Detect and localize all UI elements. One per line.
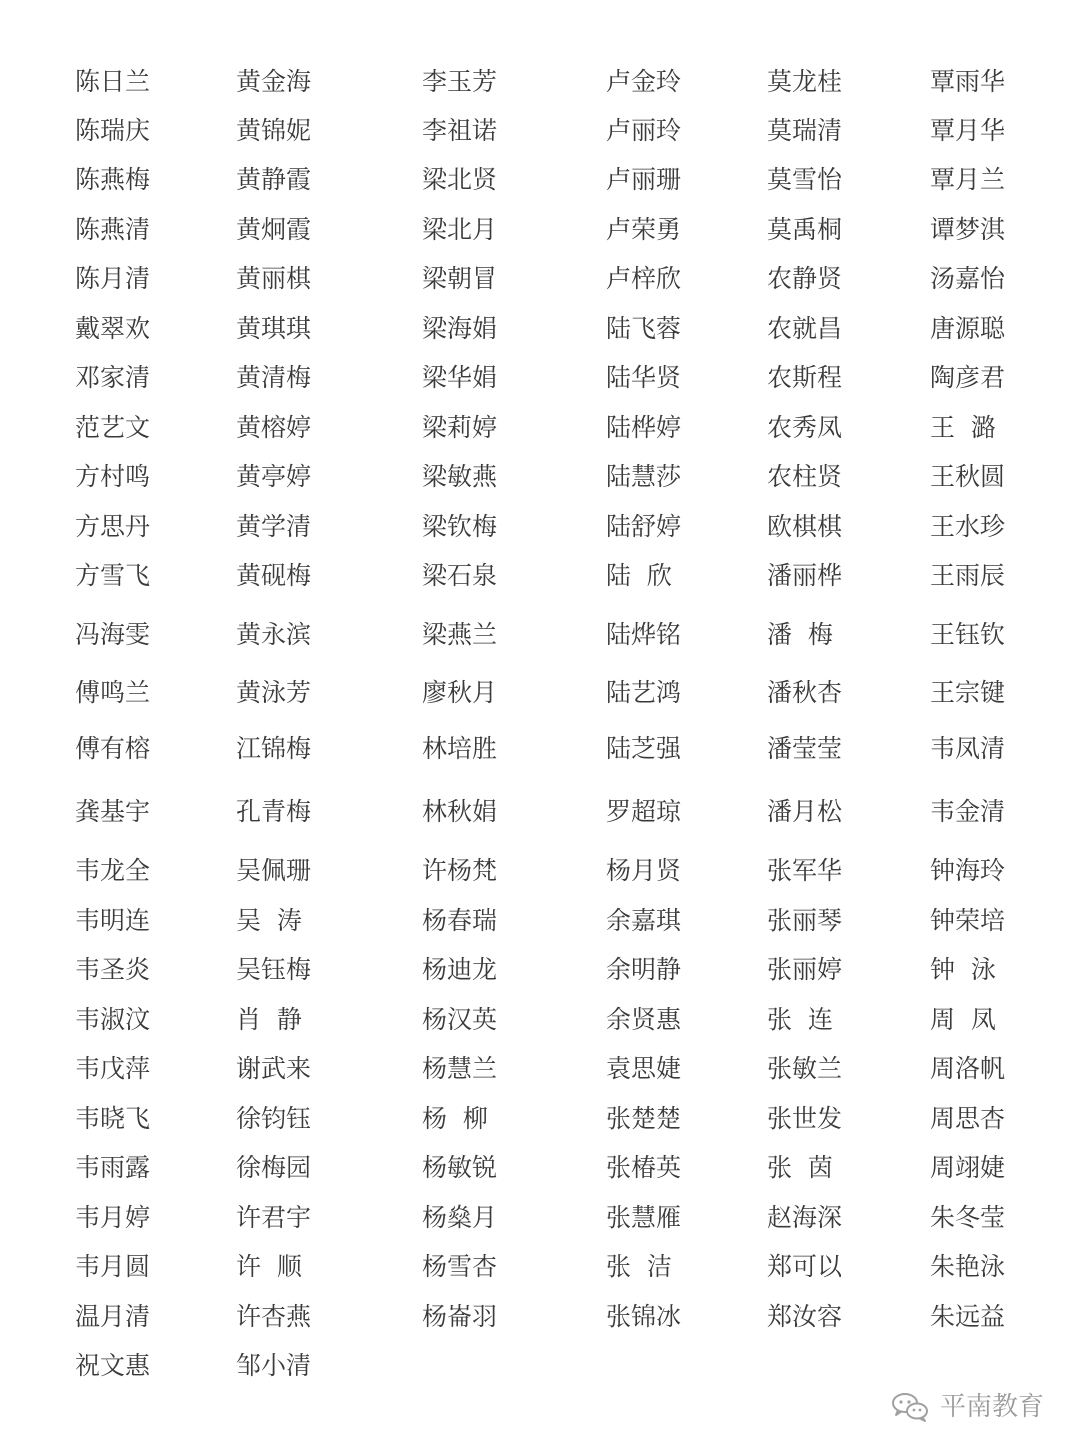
name-cell: 赵海深 [767, 1203, 843, 1232]
name-cell: 黄泳芳 [236, 678, 312, 707]
name-cell: 陆芝强 [606, 734, 682, 763]
name-cell: 梁华娟 [422, 363, 498, 392]
name-row [0, 259, 1080, 299]
name-cell: 梁石泉 [422, 561, 498, 590]
name-cell: 龚基宇 [75, 797, 151, 826]
name-cell: 杨 柳 [422, 1104, 488, 1133]
name-row [0, 1099, 1080, 1139]
name-cell: 邓家清 [75, 363, 151, 392]
name-cell: 莫瑞清 [767, 116, 843, 145]
name-cell: 方雪飞 [75, 561, 151, 590]
name-cell: 黄炯霞 [236, 215, 312, 244]
name-row [0, 309, 1080, 349]
name-row [0, 1198, 1080, 1238]
name-cell: 黄金海 [236, 67, 312, 96]
name-cell: 潘月松 [767, 797, 843, 826]
name-cell: 韦淑汶 [75, 1005, 151, 1034]
name-cell: 傅有榕 [75, 734, 151, 763]
name-cell: 邹小清 [236, 1351, 312, 1380]
name-cell: 陈日兰 [75, 67, 151, 96]
name-cell: 张敏兰 [767, 1054, 843, 1083]
name-cell: 王宗键 [930, 678, 1006, 707]
name-cell: 潘 梅 [767, 620, 833, 649]
name-row [0, 950, 1080, 990]
name-row [0, 729, 1080, 769]
name-cell: 朱艳泳 [930, 1252, 1006, 1281]
name-cell: 许 顺 [236, 1252, 302, 1281]
name-cell: 周洛帆 [930, 1054, 1006, 1083]
name-cell: 黄永滨 [236, 620, 312, 649]
name-cell: 徐梅园 [236, 1153, 312, 1182]
name-cell: 陈燕清 [75, 215, 151, 244]
name-cell: 韦金清 [930, 797, 1006, 826]
name-cell: 吴佩珊 [236, 856, 312, 885]
name-cell: 朱远益 [930, 1302, 1006, 1331]
name-cell: 王水珍 [930, 512, 1006, 541]
name-row [0, 62, 1080, 102]
name-cell: 黄锦妮 [236, 116, 312, 145]
name-cell: 农就昌 [767, 314, 843, 343]
name-cell: 朱冬莹 [930, 1203, 1006, 1232]
name-cell: 郑可以 [767, 1252, 843, 1281]
name-cell: 梁北月 [422, 215, 498, 244]
name-cell: 张 茵 [767, 1153, 833, 1182]
name-cell: 周思杏 [930, 1104, 1006, 1133]
name-row [0, 1247, 1080, 1287]
name-row [0, 615, 1080, 655]
name-cell: 王 潞 [930, 413, 996, 442]
name-cell: 肖 静 [236, 1005, 302, 1034]
name-cell: 谢武来 [236, 1054, 312, 1083]
name-cell: 黄静霞 [236, 165, 312, 194]
name-cell: 张椿英 [606, 1153, 682, 1182]
name-cell: 梁燕兰 [422, 620, 498, 649]
name-cell: 韦龙全 [75, 856, 151, 885]
name-cell: 农秀凤 [767, 413, 843, 442]
name-cell: 杨春瑞 [422, 906, 498, 935]
name-cell: 张丽婷 [767, 955, 843, 984]
name-cell: 黄清梅 [236, 363, 312, 392]
name-cell: 潘丽桦 [767, 561, 843, 590]
name-cell: 张军华 [767, 856, 843, 885]
name-cell: 黄榕婷 [236, 413, 312, 442]
name-cell: 杨月贤 [606, 856, 682, 885]
name-cell: 张 连 [767, 1005, 833, 1034]
name-row [0, 1000, 1080, 1040]
name-cell: 莫禹桐 [767, 215, 843, 244]
name-cell: 杨雪杏 [422, 1252, 498, 1281]
name-row [0, 1297, 1080, 1337]
name-cell: 覃月华 [930, 116, 1006, 145]
name-cell: 卢丽玲 [606, 116, 682, 145]
name-cell: 陈燕梅 [75, 165, 151, 194]
name-cell: 梁敏燕 [422, 462, 498, 491]
name-cell: 韦月圆 [75, 1252, 151, 1281]
name-cell: 卢金玲 [606, 67, 682, 96]
name-cell: 莫雪怡 [767, 165, 843, 194]
name-cell: 杨迪龙 [422, 955, 498, 984]
name-row [0, 358, 1080, 398]
name-cell: 杨慧兰 [422, 1054, 498, 1083]
name-row [0, 210, 1080, 250]
name-cell: 冯海雯 [75, 620, 151, 649]
name-row [0, 673, 1080, 713]
name-cell: 欧棋棋 [767, 512, 843, 541]
name-cell: 李玉芳 [422, 67, 498, 96]
name-cell: 李祖诺 [422, 116, 498, 145]
name-cell: 韦月婷 [75, 1203, 151, 1232]
name-row [0, 1346, 1080, 1386]
name-cell: 潘秋杏 [767, 678, 843, 707]
name-cell: 唐源聪 [930, 314, 1006, 343]
name-cell: 方村鸣 [75, 462, 151, 491]
name-cell: 黄学清 [236, 512, 312, 541]
name-cell: 吴钰梅 [236, 955, 312, 984]
name-cell: 陆艺鸿 [606, 678, 682, 707]
name-cell: 陈瑞庆 [75, 116, 151, 145]
name-cell: 陆桦婷 [606, 413, 682, 442]
wechat-icon [890, 1390, 932, 1424]
name-cell: 廖秋月 [422, 678, 498, 707]
name-cell: 张丽琴 [767, 906, 843, 935]
name-cell: 余明静 [606, 955, 682, 984]
name-cell: 陶彦君 [930, 363, 1006, 392]
name-cell: 温月清 [75, 1302, 151, 1331]
name-cell: 周 凤 [930, 1005, 996, 1034]
name-row [0, 851, 1080, 891]
name-cell: 梁钦梅 [422, 512, 498, 541]
name-cell: 陆烨铭 [606, 620, 682, 649]
name-cell: 祝文惠 [75, 1351, 151, 1380]
name-cell: 梁海娟 [422, 314, 498, 343]
name-cell: 张锦冰 [606, 1302, 682, 1331]
name-cell: 余嘉琪 [606, 906, 682, 935]
name-cell: 许君宇 [236, 1203, 312, 1232]
name-cell: 韦戊萍 [75, 1054, 151, 1083]
name-row [0, 1148, 1080, 1188]
name-cell: 陆舒婷 [606, 512, 682, 541]
name-cell: 傅鸣兰 [75, 678, 151, 707]
name-cell: 汤嘉怡 [930, 264, 1006, 293]
name-cell: 韦雨露 [75, 1153, 151, 1182]
name-cell: 陆慧莎 [606, 462, 682, 491]
name-cell: 覃雨华 [930, 67, 1006, 96]
name-cell: 卢梓欣 [606, 264, 682, 293]
name-cell: 黄琪琪 [236, 314, 312, 343]
name-row [0, 901, 1080, 941]
name-row [0, 160, 1080, 200]
name-cell: 林培胜 [422, 734, 498, 763]
name-cell: 农静贤 [767, 264, 843, 293]
name-cell: 袁思婕 [606, 1054, 682, 1083]
name-cell: 杨敏锐 [422, 1153, 498, 1182]
name-cell: 潘莹莹 [767, 734, 843, 763]
name-cell: 林秋娟 [422, 797, 498, 826]
name-cell: 罗超琼 [606, 797, 682, 826]
name-cell: 梁莉婷 [422, 413, 498, 442]
name-cell: 陆华贤 [606, 363, 682, 392]
name-cell: 卢丽珊 [606, 165, 682, 194]
name-row [0, 507, 1080, 547]
name-cell: 余贤惠 [606, 1005, 682, 1034]
name-cell: 杨燊月 [422, 1203, 498, 1232]
name-cell: 陈月清 [75, 264, 151, 293]
name-cell: 戴翠欢 [75, 314, 151, 343]
name-row [0, 408, 1080, 448]
name-row [0, 1049, 1080, 1089]
name-row [0, 457, 1080, 497]
name-cell: 陆飞蓉 [606, 314, 682, 343]
name-cell: 徐钧钰 [236, 1104, 312, 1133]
name-cell: 莫龙桂 [767, 67, 843, 96]
name-cell: 张楚楚 [606, 1104, 682, 1133]
name-cell: 王钰钦 [930, 620, 1006, 649]
name-cell: 黄亭婷 [236, 462, 312, 491]
name-cell: 孔青梅 [236, 797, 312, 826]
name-cell: 卢荣勇 [606, 215, 682, 244]
name-cell: 农斯程 [767, 363, 843, 392]
name-cell: 梁北贤 [422, 165, 498, 194]
name-cell: 钟海玲 [930, 856, 1006, 885]
watermark [890, 1387, 1044, 1427]
name-cell: 郑汝容 [767, 1302, 843, 1331]
name-cell: 张 洁 [606, 1252, 672, 1281]
name-cell: 钟荣培 [930, 906, 1006, 935]
name-cell: 陆 欣 [606, 561, 672, 590]
name-cell: 范艺文 [75, 413, 151, 442]
name-cell: 许杏燕 [236, 1302, 312, 1331]
name-cell: 谭梦淇 [930, 215, 1006, 244]
name-cell: 黄砚梅 [236, 561, 312, 590]
name-cell: 农柱贤 [767, 462, 843, 491]
name-cell: 韦明连 [75, 906, 151, 935]
name-cell: 张世发 [767, 1104, 843, 1133]
name-cell: 张慧雁 [606, 1203, 682, 1232]
name-cell: 杨汉英 [422, 1005, 498, 1034]
name-cell: 王雨辰 [930, 561, 1006, 590]
name-row [0, 556, 1080, 596]
name-cell: 钟 泳 [930, 955, 996, 984]
name-cell: 梁朝冒 [422, 264, 498, 293]
name-cell: 韦圣炎 [75, 955, 151, 984]
name-cell: 王秋圆 [930, 462, 1006, 491]
name-cell: 吴 涛 [236, 906, 302, 935]
name-cell: 韦凤清 [930, 734, 1006, 763]
name-cell: 周翊婕 [930, 1153, 1006, 1182]
name-cell: 黄丽棋 [236, 264, 312, 293]
name-cell: 方思丹 [75, 512, 151, 541]
name-cell: 覃月兰 [930, 165, 1006, 194]
name-cell: 江锦梅 [236, 734, 312, 763]
name-cell: 许杨梵 [422, 856, 498, 885]
name-row [0, 792, 1080, 832]
name-cell: 杨崙羽 [422, 1302, 498, 1331]
watermark-text: 平南教育 [940, 1392, 1045, 1422]
name-cell: 韦晓飞 [75, 1104, 151, 1133]
name-row [0, 111, 1080, 151]
